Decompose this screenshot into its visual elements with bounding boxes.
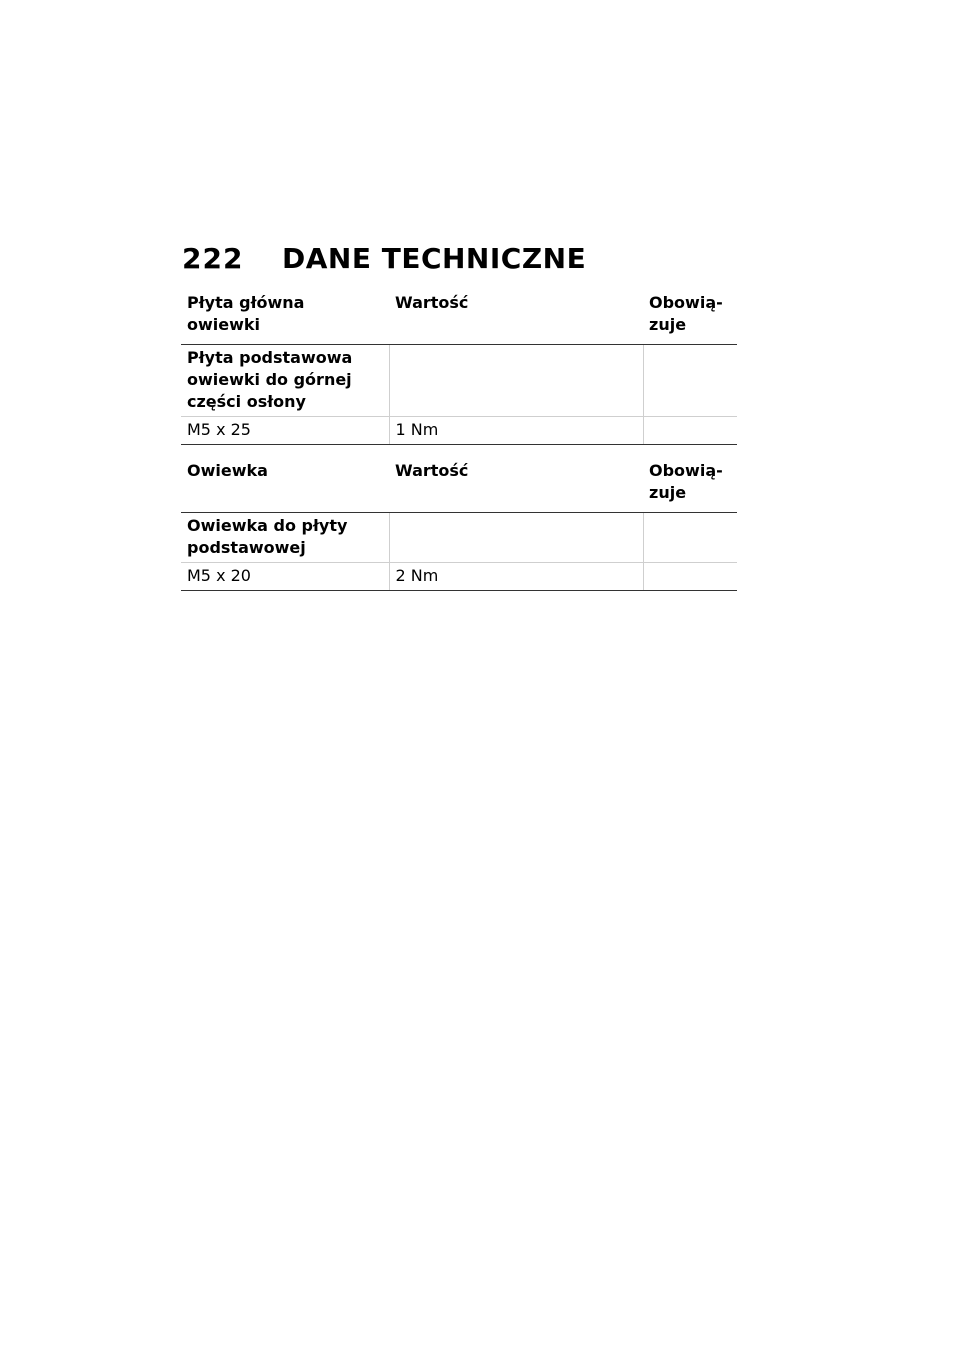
column-header-part: Płyta główna owiewki [181, 290, 389, 345]
column-header-valid: Obowią-zuje [643, 458, 737, 513]
row-valid [643, 417, 737, 445]
group-label: Owiewka do płyty podstawowej [181, 513, 389, 563]
table-row [181, 563, 737, 591]
row-value: 2 Nm [389, 563, 643, 591]
column-header-valid: Obowią-zuje [643, 290, 737, 345]
table-group-row [181, 345, 737, 417]
page-number: 222 [182, 241, 244, 275]
row-valid [643, 563, 737, 591]
table-row [181, 417, 737, 445]
group-valid-cell [643, 513, 737, 563]
column-header-value: Wartość [389, 458, 643, 513]
column-header-value: Wartość [389, 290, 643, 345]
page-header [182, 238, 586, 278]
table-group-row [181, 513, 737, 563]
row-value: 1 Nm [389, 417, 643, 445]
torque-table-fairing [181, 458, 737, 591]
group-value-cell [389, 345, 643, 417]
group-label: Płyta podstawowa owiewki do górnej części osłony [181, 345, 389, 417]
table-header-row [181, 290, 737, 345]
group-valid-cell [643, 345, 737, 417]
torque-table-fairing-main-plate [181, 290, 737, 445]
row-part: M5 x 25 [181, 417, 389, 445]
column-header-part: Owiewka [181, 458, 389, 513]
section-title: DANE TECHNICZNE [282, 241, 587, 275]
table-header-row [181, 458, 737, 513]
row-part: M5 x 20 [181, 563, 389, 591]
group-value-cell [389, 513, 643, 563]
